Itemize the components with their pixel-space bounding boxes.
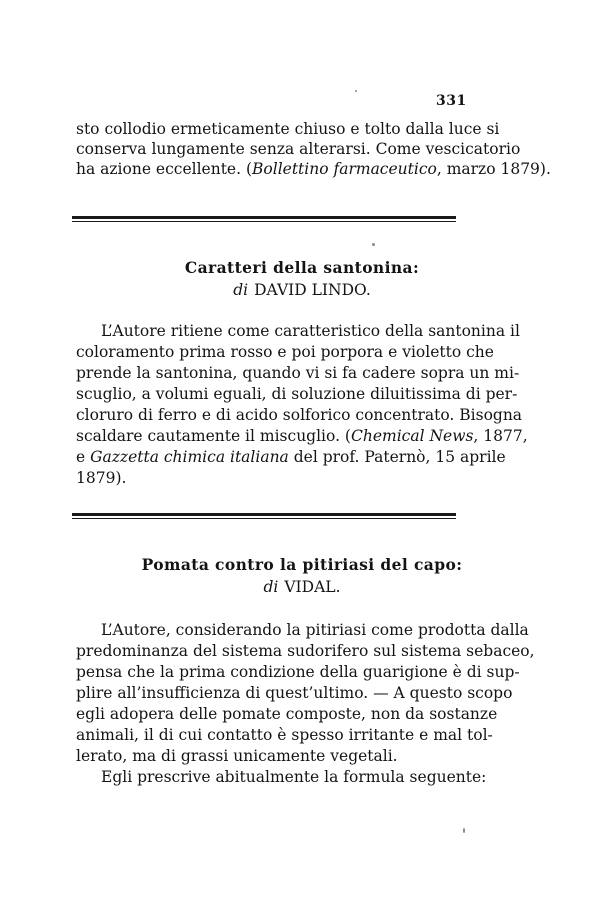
text-line: predominanza del sistema sudorifero sul sistema sebaceo,	[76, 642, 535, 660]
text-line: 1879).	[76, 469, 127, 487]
byline-author: VIDAL.	[284, 578, 341, 596]
text-line	[76, 426, 528, 446]
text-line: Egli prescrive abitualmente la formula seguente:	[101, 768, 487, 786]
text-run: ha azione eccellente. (	[76, 160, 253, 178]
text-line: conserva lungamente senza alterarsi. Come vescicatorio	[76, 140, 521, 158]
text-line: L’Autore ritiene come caratteristico della santonina il	[101, 322, 520, 340]
byline-prefix: di	[233, 281, 249, 299]
section-byline	[0, 578, 604, 596]
byline-author: DAVID LINDO.	[254, 281, 371, 299]
section-divider	[72, 513, 456, 519]
text-line: L’Autore, considerando la pitiriasi come prodotta dalla	[101, 621, 529, 639]
text-line: cloruro di ferro e di acido solforico concentrato. Bisogna	[76, 406, 523, 424]
section-title: Caratteri della santonina:	[184, 258, 420, 277]
text-line: lerato, ma di grassi unicamente vegetali.	[76, 747, 398, 765]
text-run: scaldare cautamente il miscuglio. (	[76, 427, 351, 445]
page-number: 331	[436, 93, 467, 109]
section-byline	[0, 281, 604, 299]
paper-speck	[463, 828, 465, 833]
citation-italic: Bollettino farmaceutico	[252, 160, 437, 178]
text-line: pensa che la prima condizione della guarigione è di sup-	[76, 663, 520, 681]
text-line: prende la santonina, quando vi si fa cadere sopra un mi-	[76, 364, 520, 382]
byline-prefix: di	[263, 578, 279, 596]
text-line: plire all’insufficienza di quest’ultimo. — A questo scopo	[76, 684, 513, 702]
citation-italic: Chemical News	[350, 427, 474, 445]
text-line: sto collodio ermeticamente chiuso e tolto dalla luce si	[76, 120, 500, 138]
paper-speck	[355, 90, 357, 92]
text-line: coloramento prima rosso e poi porpora e violetto che	[76, 343, 494, 361]
text-line	[76, 159, 551, 179]
text-line: animali, il di cui contatto è spesso irritante e mal tol-	[76, 726, 493, 744]
text-line: scuglio, a volumi eguali, di soluzione diluitissima di per-	[76, 385, 518, 403]
section-title: Pomata contro la pitiriasi del capo:	[141, 555, 463, 574]
text-line: egli adopera delle pomate composte, non da sostanze	[76, 705, 498, 723]
text-run: e	[76, 448, 91, 466]
text-run: , 1877,	[473, 427, 528, 445]
paper-speck	[372, 243, 375, 246]
section-divider	[72, 216, 456, 222]
citation-italic: Gazzetta chimica italiana	[90, 448, 289, 466]
text-run: , marzo 1879).	[436, 160, 551, 178]
text-line	[76, 447, 506, 467]
text-run: del prof. Paternò, 15 aprile	[288, 448, 506, 466]
